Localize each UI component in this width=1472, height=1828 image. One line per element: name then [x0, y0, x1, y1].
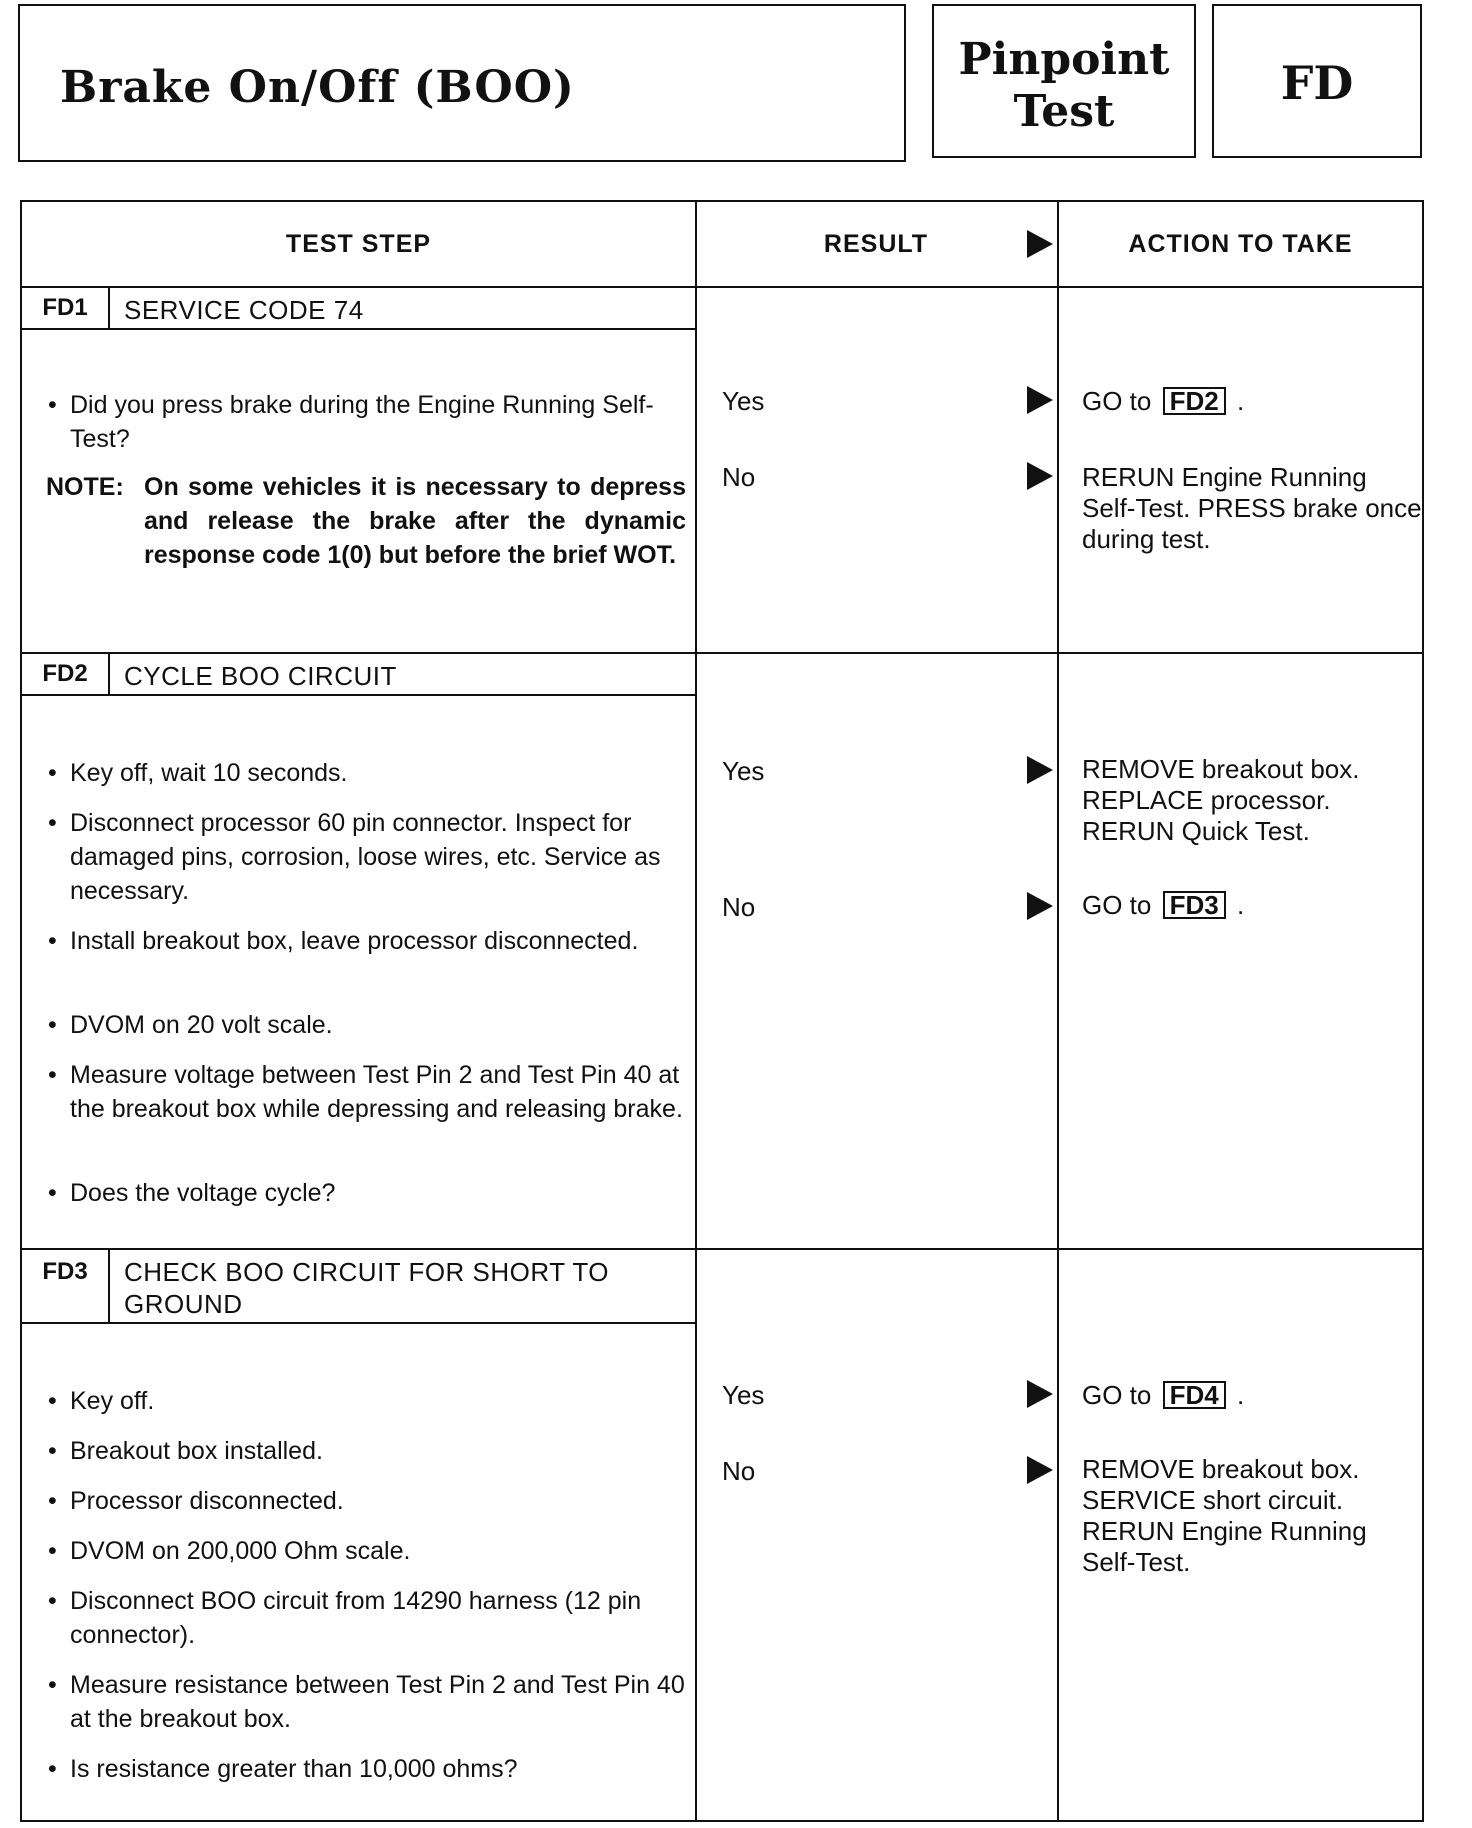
step-instruction: • Measure voltage between Test Pin 2 and Test Pin 40 at the breakout box while depressing and releasing brake.: [46, 1058, 710, 1126]
column-header-action: ACTION TO TAKE: [1128, 230, 1353, 258]
action-suffix: .: [1236, 1380, 1245, 1410]
step-title: CYCLE BOO CIRCUIT: [124, 661, 397, 691]
step-instruction: • Does the voltage cycle?: [46, 1176, 710, 1210]
step-instruction: • Did you press brake during the Engine Running Self-Test?: [46, 388, 710, 456]
result-yes: Yes: [722, 756, 765, 786]
action-no: REMOVE breakout box. SERVICE short circuit. RERUN Engine Running Self-Test.: [1082, 1454, 1367, 1577]
result-yes: Yes: [722, 386, 765, 416]
note-label: NOTE:: [46, 473, 124, 501]
step-reference-fd4[interactable]: FD4: [1163, 1381, 1226, 1409]
action-yes: [1082, 386, 1422, 417]
arrow-right-icon: [1027, 1380, 1053, 1408]
step-instruction: • Install breakout box, leave processor disconnected.: [46, 924, 710, 958]
arrow-right-icon: [1027, 1456, 1053, 1484]
page-title: Brake On/Off (BOO): [60, 62, 575, 113]
step-instruction: • Disconnect processor 60 pin connector. Inspect for damaged pins, corrosion, loose wires, etc. Service as necessary.: [46, 806, 710, 908]
test-code-box: [1212, 4, 1422, 158]
pinpoint-test-table: [20, 200, 1424, 1822]
step-instruction: • Processor disconnected.: [46, 1484, 710, 1518]
step-instruction: • Breakout box installed.: [46, 1434, 710, 1468]
result-no: No: [722, 462, 756, 492]
result-no: No: [722, 1456, 756, 1486]
action-suffix: .: [1236, 386, 1245, 416]
test-code: FD: [1280, 56, 1354, 110]
arrow-right-icon: [1027, 756, 1053, 784]
step-instruction: • Key off, wait 10 seconds.: [46, 756, 710, 790]
step-title: CHECK BOO CIRCUIT FOR SHORT TO GROUND: [124, 1257, 609, 1319]
step-instruction: • DVOM on 200,000 Ohm scale.: [46, 1534, 710, 1568]
action-yes: [1082, 1380, 1422, 1411]
step-header: [22, 288, 697, 330]
action-go-to: GO to: [1082, 1380, 1152, 1410]
arrow-right-icon: [1027, 386, 1053, 414]
note-text: On some vehicles it is necessary to depress and release the brake after the dynamic response code 1(0) but before the brief WOT.: [144, 473, 686, 569]
arrow-right-icon: [1027, 462, 1053, 490]
step-instruction: • Key off.: [46, 1384, 710, 1418]
step-instruction: • Is resistance greater than 10,000 ohms?: [46, 1752, 710, 1786]
action-suffix: .: [1236, 890, 1245, 920]
step-reference-fd3[interactable]: FD3: [1163, 891, 1226, 919]
result-header-label: RESULT: [823, 230, 929, 258]
step-header: [22, 1250, 697, 1324]
pinpoint-test-box: [932, 4, 1196, 158]
action-go-to: GO to: [1082, 386, 1152, 416]
column-header-result: [695, 202, 1057, 286]
result-no: No: [722, 892, 756, 922]
arrow-right-icon: [1027, 892, 1053, 920]
test-step-fd1: [22, 288, 1422, 652]
result-yes: Yes: [722, 1380, 765, 1410]
step-title: SERVICE CODE 74: [124, 295, 364, 325]
test-step-fd2: [22, 654, 1422, 1248]
step-header: [22, 654, 697, 696]
step-instruction: • Disconnect BOO circuit from 14290 harness (12 pin connector).: [46, 1584, 710, 1652]
step-instruction: • DVOM on 20 volt scale.: [46, 1008, 710, 1042]
action-no: [1082, 890, 1422, 921]
step-instruction: • Measure resistance between Test Pin 2 and Test Pin 40 at the breakout box.: [46, 1668, 710, 1736]
column-header-test-step: TEST STEP: [285, 230, 432, 258]
pinpoint-label: Pinpoint: [958, 34, 1170, 85]
arrow-right-icon: [1027, 230, 1053, 258]
step-note: [46, 470, 686, 572]
step-id: FD3: [22, 1250, 110, 1322]
action-no: RERUN Engine Running Self-Test. PRESS brake once during test.: [1082, 462, 1422, 554]
page-title-box: [18, 4, 906, 162]
test-label: Test: [1013, 86, 1115, 137]
step-reference-fd2[interactable]: FD2: [1163, 387, 1226, 415]
step-id: FD1: [22, 288, 110, 328]
step-id: FD2: [22, 654, 110, 694]
test-step-fd3: [22, 1250, 1422, 1820]
action-yes: REMOVE breakout box. REPLACE processor. RERUN Quick Test.: [1082, 754, 1360, 846]
action-go-to: GO to: [1082, 890, 1152, 920]
